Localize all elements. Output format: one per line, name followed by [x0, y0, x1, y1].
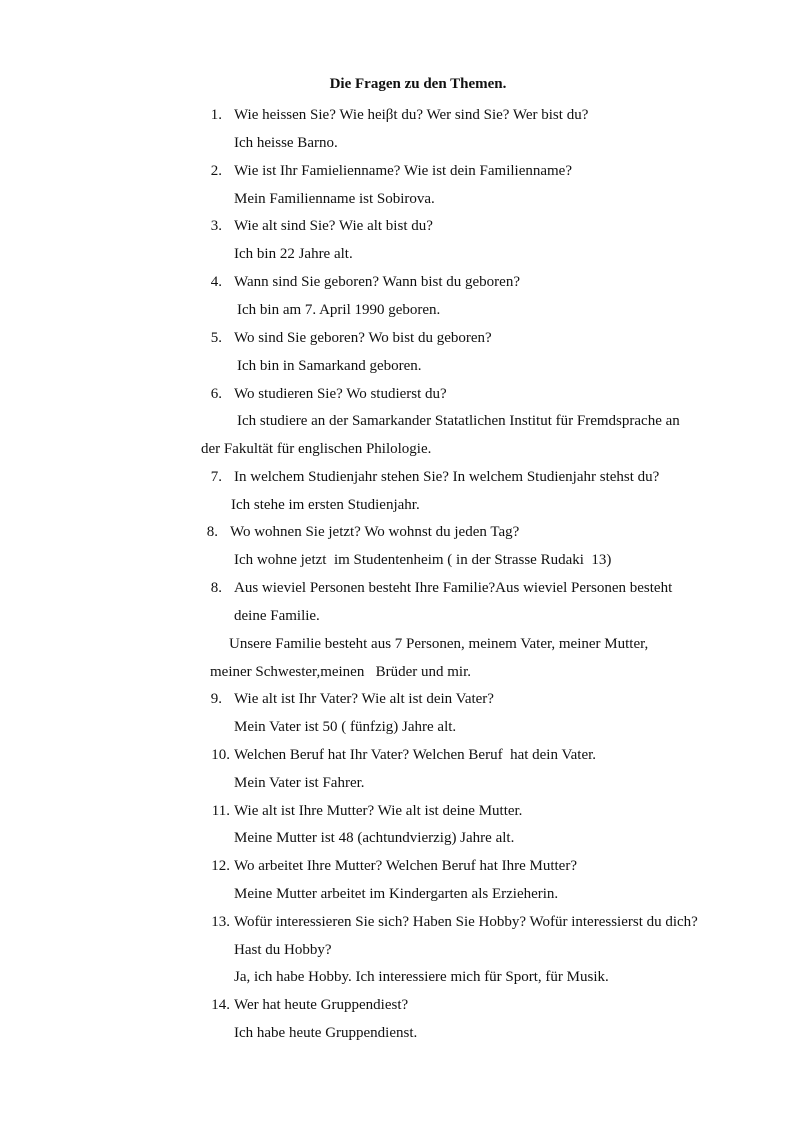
question: Aus wieviel Personen besteht Ihre Familie?Aus wieviel Personen besteht: [234, 580, 673, 596]
answer: Unsere Familie besteht aus 7 Personen, meinem Vater, meiner Mutter,: [229, 636, 649, 652]
item-number: 4.: [210, 274, 222, 290]
question: Wo wohnen Sie jetzt? Wo wohnst du jeden Tag?: [230, 524, 520, 540]
question: Wer hat heute Gruppendiest?: [234, 997, 409, 1013]
question: Wo sind Sie geboren? Wo bist du geboren?: [234, 330, 492, 346]
answer: Ich wohne jetzt im Studentenheim ( in der Strasse Rudaki 13): [234, 552, 612, 568]
item-number: 13.: [211, 914, 230, 930]
answer: Meine Mutter ist 48 (achtundvierzig) Jahre alt.: [234, 830, 515, 846]
answer: Ich bin in Samarkand geboren.: [237, 358, 422, 374]
question: Welchen Beruf hat Ihr Vater? Welchen Beruf hat dein Vater.: [234, 747, 597, 763]
question: Wofür interessieren Sie sich? Haben Sie Hobby? Wofür interessierst du dich?: [234, 914, 698, 930]
item-number: 8.: [206, 524, 218, 540]
question: Wie alt sind Sie? Wie alt bist du?: [234, 218, 433, 234]
answer: Ich heisse Barno.: [234, 135, 338, 151]
item-number: 8.: [210, 580, 222, 596]
item-number: 11.: [211, 803, 230, 819]
item-number: 9.: [210, 691, 222, 707]
item-number: 2.: [210, 163, 222, 179]
question-continued: deine Familie.: [234, 608, 320, 624]
item-number: 10.: [211, 747, 230, 763]
question: Wie alt ist Ihre Mutter? Wie alt ist deine Mutter.: [234, 803, 523, 819]
item-number: 7.: [210, 469, 222, 485]
answer: Ich bin am 7. April 1990 geboren.: [237, 302, 441, 318]
question: Wann sind Sie geboren? Wann bist du geboren?: [234, 274, 520, 290]
answer: Mein Vater ist 50 ( fünfzig) Jahre alt.: [234, 719, 457, 735]
document-title: Die Fragen zu den Themen.: [329, 76, 507, 92]
answer: Ich habe heute Gruppendienst.: [234, 1025, 418, 1041]
question-continued: Hast du Hobby?: [234, 942, 332, 958]
answer: Ich studiere an der Samarkander Statatlichen Institut für Fremdsprache an: [237, 413, 680, 429]
answer: Ich stehe im ersten Studienjahr.: [231, 497, 420, 513]
question: Wo arbeitet Ihre Mutter? Welchen Beruf hat Ihre Mutter?: [234, 858, 577, 874]
answer: Meine Mutter arbeitet im Kindergarten als Erzieherin.: [234, 886, 559, 902]
question: In welchem Studienjahr stehen Sie? In welchem Studienjahr stehst du?: [234, 469, 660, 485]
answer-continued: der Fakultät für englischen Philologie.: [201, 441, 432, 457]
answer: Mein Familienname ist Sobirova.: [234, 191, 435, 207]
item-number: 3.: [210, 218, 222, 234]
question: Wie alt ist Ihr Vater? Wie alt ist dein Vater?: [234, 691, 494, 707]
question: Wie ist Ihr Famielienname? Wie ist dein Familienname?: [234, 163, 572, 179]
item-number: 5.: [210, 330, 222, 346]
answer: Ja, ich habe Hobby. Ich interessiere mich für Sport, für Musik.: [234, 969, 609, 985]
item-number: 14.: [211, 997, 230, 1013]
answer: Mein Vater ist Fahrer.: [234, 775, 365, 791]
answer: Ich bin 22 Jahre alt.: [234, 246, 353, 262]
question: Wie heissen Sie? Wie heiβt du? Wer sind Sie? Wer bist du?: [234, 107, 589, 123]
answer-continued: meiner Schwester,meinen Brüder und mir.: [210, 664, 471, 680]
item-number: 6.: [210, 386, 222, 402]
item-number: 1.: [210, 107, 222, 123]
item-number: 12.: [211, 858, 230, 874]
question: Wo studieren Sie? Wo studierst du?: [234, 386, 447, 402]
